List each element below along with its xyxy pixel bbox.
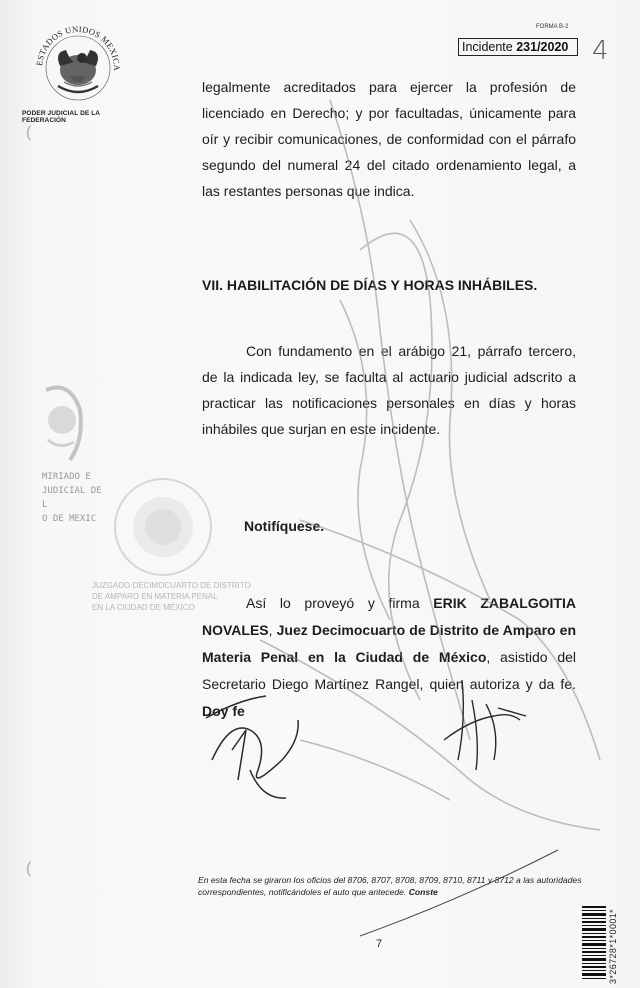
footer-note-text: En esta fecha se giraron los oficios del 8706, 8707, 8708, 8709, 8710, 8711 y 8712 a las autoridades correspondientes, notificándoles el auto que antecede. xyxy=(198,875,582,897)
coat-of-arms-seal xyxy=(30,16,126,112)
closing-lead: Así lo proveyó y firma xyxy=(246,595,434,611)
page-number: 7 xyxy=(376,938,383,950)
section-heading: VII. HABILITACIÓN DE DÍAS Y HORAS INHÁBILES. xyxy=(202,277,538,293)
ghost-seal xyxy=(108,472,218,582)
faded-stamp-text: MIRIADO E JUDICIAL DE L O DE MEXIC xyxy=(42,472,102,524)
barcode-number: 3*26728*1*0001* xyxy=(608,908,618,984)
case-label: Incidente xyxy=(462,40,513,54)
case-number-box xyxy=(458,38,578,56)
closing-end: Doy fe xyxy=(202,703,245,719)
ghost-stamp-text: JUZGADO DECIMOCUARTO DE DISTRITO DE AMPARO EN MATERIA PENAL EN LA CIUDAD DE MÉXICO xyxy=(92,581,251,612)
margin-mark: ( xyxy=(26,124,32,141)
margin-mark: ( xyxy=(26,860,32,877)
footer-note xyxy=(198,874,582,898)
case-number: 231/2020 xyxy=(516,40,569,54)
paragraph-2: Con fundamento en el arábigo 21, párrafo tercero, de la indicada ley, se faculta al actuario judicial adscrito a practicar las notificaciones personales en días y horas inhábiles que surjan en este incidente. xyxy=(202,343,576,437)
barcode xyxy=(578,904,634,984)
closing-mid-2: , asistido del Secretario Diego Martínez Rangel, quien autoriza y da fe. xyxy=(202,649,576,692)
organization-name: PODER JUDICIAL DE LA FEDERACIÓN xyxy=(22,110,100,124)
form-code: FORMA B-2 xyxy=(536,24,569,30)
paragraph-1: legalmente acreditados para ejercer la profesión de licenciado en Derecho; y por facultadas, únicamente para oír y recibir comunicaciones, de conformidad con el párrafo segundo del numeral 24 del citado ordenamiento legal, a las restantes personas que indica. xyxy=(202,79,576,199)
seal-text: ESTADOS UNIDOS MEXICA xyxy=(34,23,123,72)
judge-title: Juez Decimocuarto de Distrito de Amparo en Materia Penal en la Ciudad de México xyxy=(202,622,577,665)
handwritten-page-number: 4 xyxy=(592,36,609,66)
notify-line: Notifíquese. xyxy=(244,518,325,534)
judge-name: ERIK ZABALGOITIA NOVALES xyxy=(202,595,576,638)
closing-mid-1: , xyxy=(268,622,277,638)
closing-paragraph xyxy=(202,590,576,725)
footer-note-end: Conste xyxy=(408,887,438,897)
